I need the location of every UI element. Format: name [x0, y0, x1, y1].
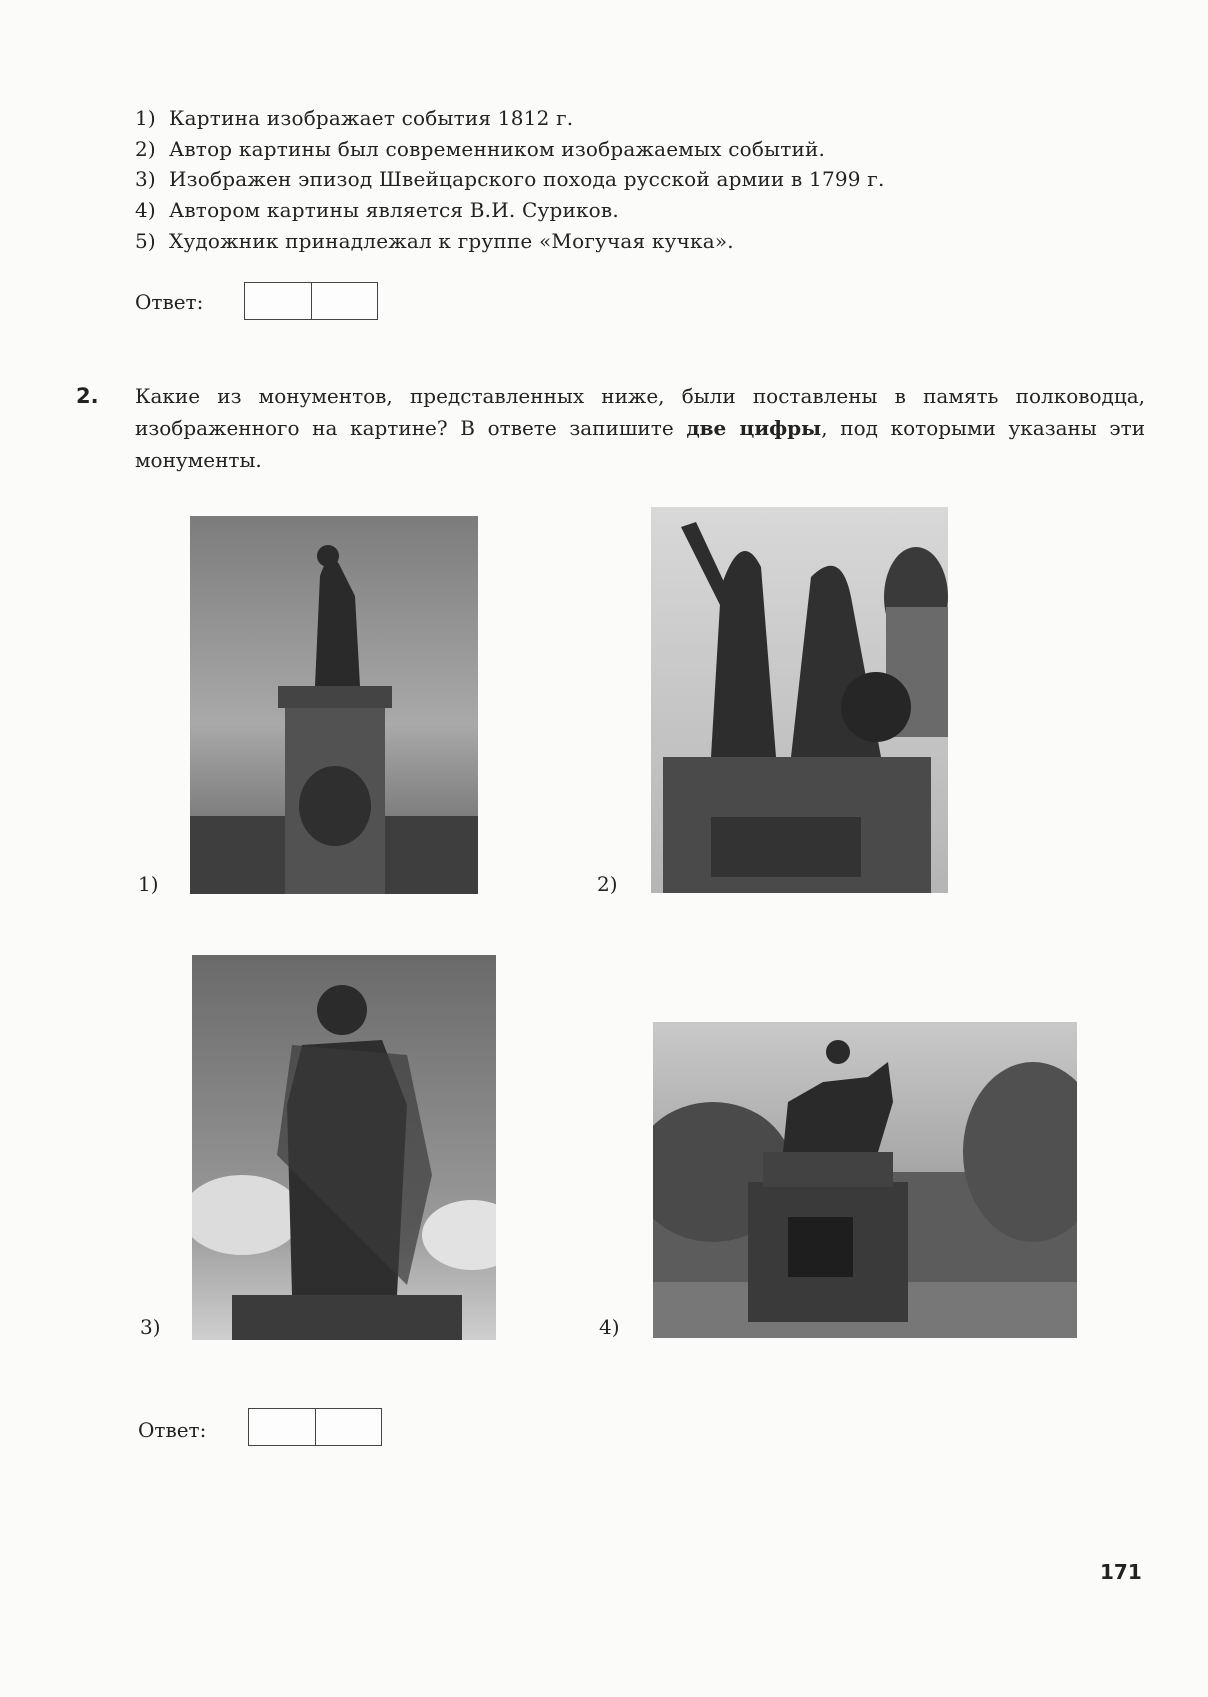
question-emphasis: две цифры [686, 416, 822, 440]
answer-cell-1a[interactable] [245, 283, 311, 319]
option-1: 1) Картина изображает события 1812 г. [135, 106, 574, 130]
answer-cell-1b[interactable] [311, 283, 377, 319]
monument-photo-2 [651, 507, 948, 893]
question-text: Какие из монументов, представленных ниже, были поставлены в память полководца, изображенного на картине? В ответе запишите две цифры, под которыми указаны эти монументы. [135, 384, 1146, 472]
photo-label-3: 3) [140, 1315, 161, 1339]
monument-photo-4 [653, 1022, 1077, 1338]
photo-label-4: 4) [599, 1315, 620, 1339]
photo-label-2: 2) [597, 872, 618, 896]
page-number: 171 [1100, 1560, 1142, 1584]
answer-cell-2a[interactable] [249, 1409, 315, 1445]
answer-box-1[interactable] [244, 282, 378, 320]
two-figures-monument-image [651, 507, 948, 893]
statue-on-column-image [190, 516, 478, 894]
photo-label-1: 1) [138, 872, 159, 896]
question-number: 2. [76, 384, 99, 408]
answer-cell-2b[interactable] [315, 1409, 381, 1445]
answer-label-2: Ответ: [138, 1418, 207, 1442]
answer-label-1: Ответ: [135, 290, 204, 314]
standing-figure-monument-image [192, 955, 496, 1340]
monument-photo-3 [192, 955, 496, 1340]
option-5: 5) Художник принадлежал к группе «Могучая кучка». [135, 229, 734, 253]
option-2: 2) Автор картины был современником изображаемых событий. [135, 137, 826, 161]
equestrian-monument-image [653, 1022, 1077, 1338]
monument-photo-1 [190, 516, 478, 894]
answer-box-2[interactable] [248, 1408, 382, 1446]
option-3: 3) Изображен эпизод Швейцарского похода русской армии в 1799 г. [135, 167, 885, 191]
option-4: 4) Автором картины является В.И. Суриков. [135, 198, 619, 222]
